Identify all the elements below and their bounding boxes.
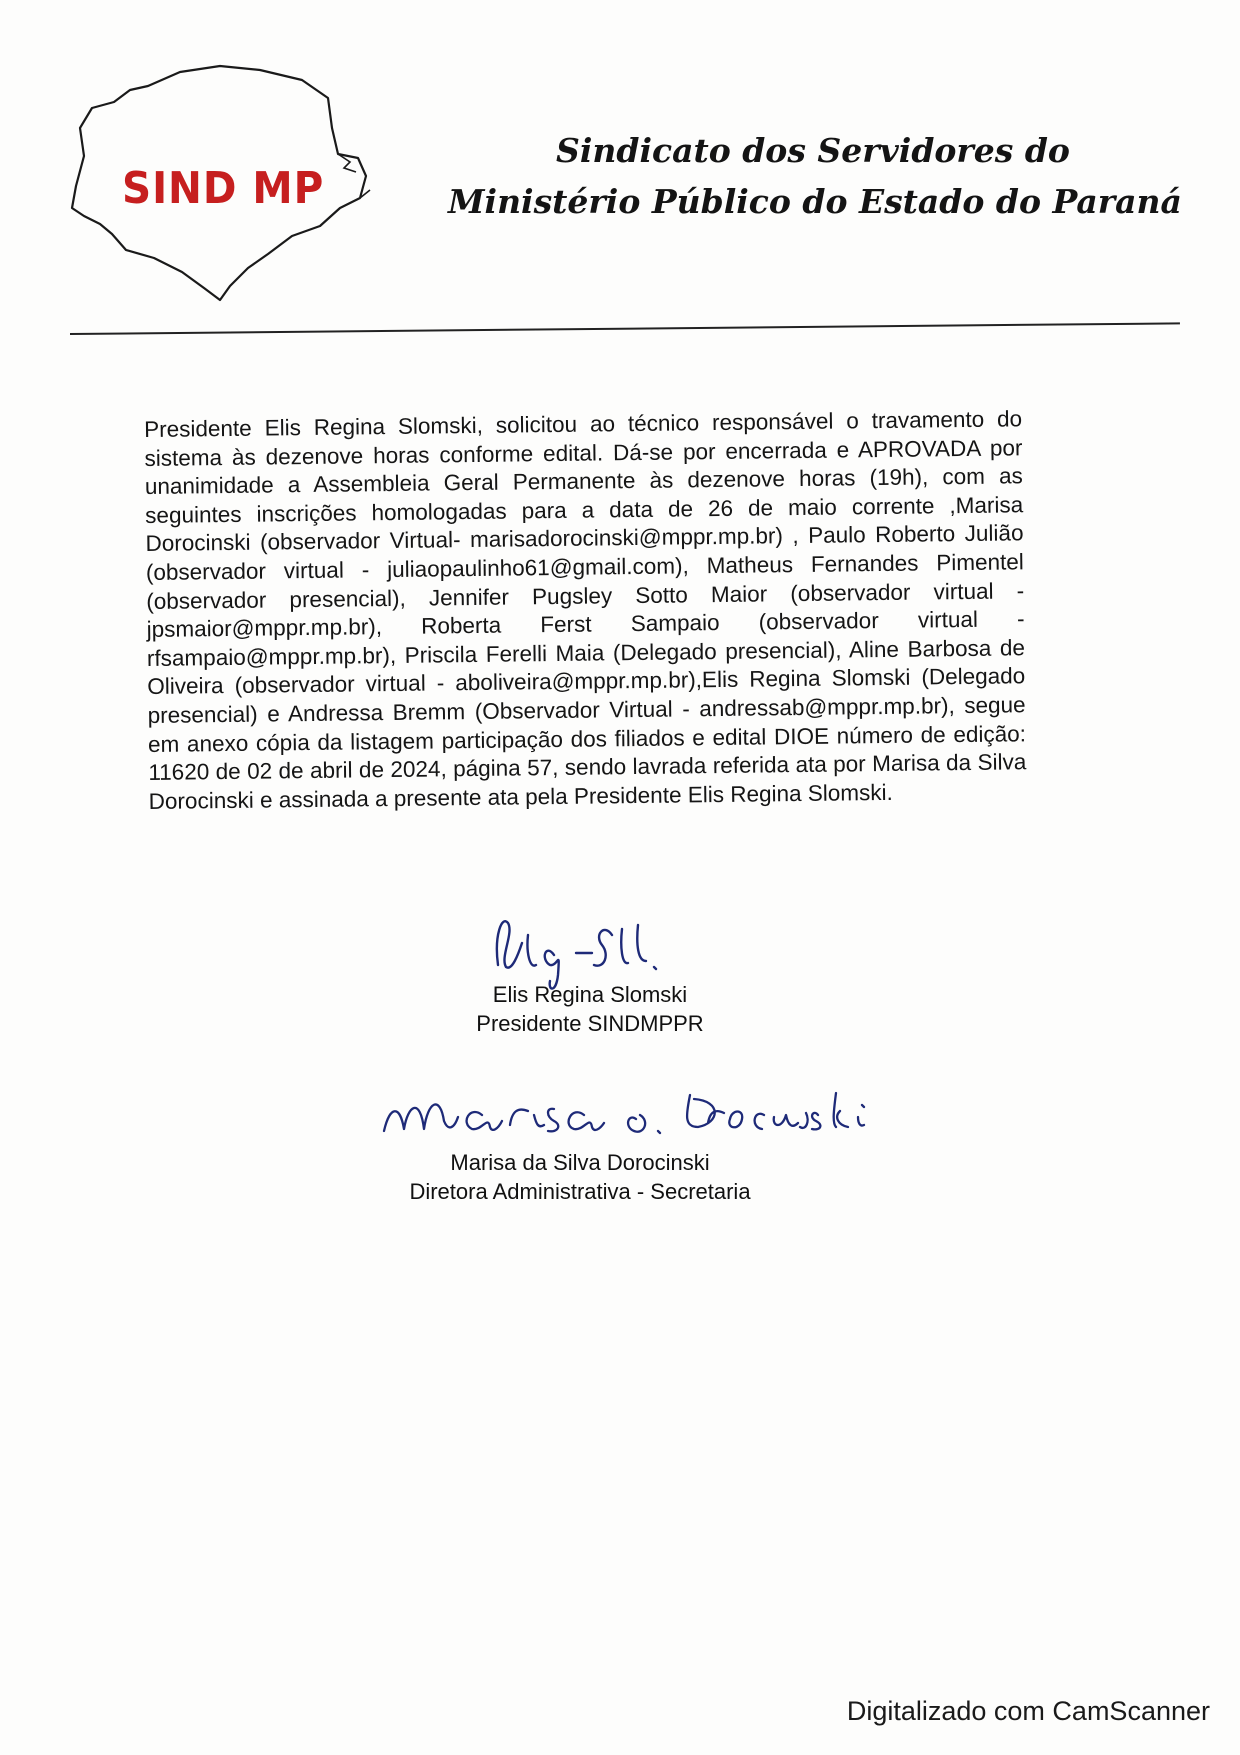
signer-role-1: Presidente SINDMPPR xyxy=(476,1011,704,1036)
minutes-paragraph: Presidente Elis Regina Slomski, solicitou ao técnico responsável o travamento do sistema às dezenove horas conforme edital. Dá-se por encerrada e APROVADA por unanimidade a Assembleia Geral Permanente às dezenove horas (19h), com as seguintes inscrições homologadas para a data de 26 de maio corrente ,Marisa Dorocinski (observador Virtual- marisadorocinski@mppr.mp.br) , Paulo Roberto Julião (observador virtual - juliaopaulinho61@gmail.com), Matheus Fernandes Pimentel (observador presencial), Jennifer Pugsley Sotto Maior (observador virtual - jpsmaior@mppr.mp.br), Roberta Ferst Sampaio (observador virtual - rfsampaio@mppr.mp.br), Priscila Ferelli Maia (Delegado presencial), Aline Barbosa de Oliveira (observador virtual - aboliveira@mppr.mp.br),Elis Regina Slomski (Delegado presencial) e Andressa Bremm (Observador Virtual - andressab@mppr.mp.br), segue em anexo cópia da listagem participação dos filiados e edital DIOE número de edição: 11620 de 02 de abril de 2024, página 57, sendo lavrada referida ata por Marisa da Silva Dorocinski e assinada a presente ata pela Presidente Elis Regina Slomski. xyxy=(144,406,1027,814)
org-name-line-1: Sindicato dos Servidores do xyxy=(556,131,1070,170)
signature-caption-2 xyxy=(370,1148,790,1206)
signature-marisa-dorocinski xyxy=(378,1065,958,1155)
scanner-watermark: Digitalizado com CamScanner xyxy=(846,1696,1210,1726)
signer-name-1: Elis Regina Slomski xyxy=(492,982,688,1007)
signer-name-2: Marisa da Silva Dorocinski xyxy=(450,1150,710,1175)
signer-role-2: Diretora Administrativa - Secretaria xyxy=(409,1179,751,1204)
org-name-line-2: Ministério Público do Estado do Paraná xyxy=(448,182,1182,221)
header-divider xyxy=(70,322,1180,335)
organization-name xyxy=(448,125,1182,227)
logo xyxy=(70,58,415,308)
signature-caption-1 xyxy=(440,980,740,1038)
logo-text: SIND MP xyxy=(122,163,325,214)
